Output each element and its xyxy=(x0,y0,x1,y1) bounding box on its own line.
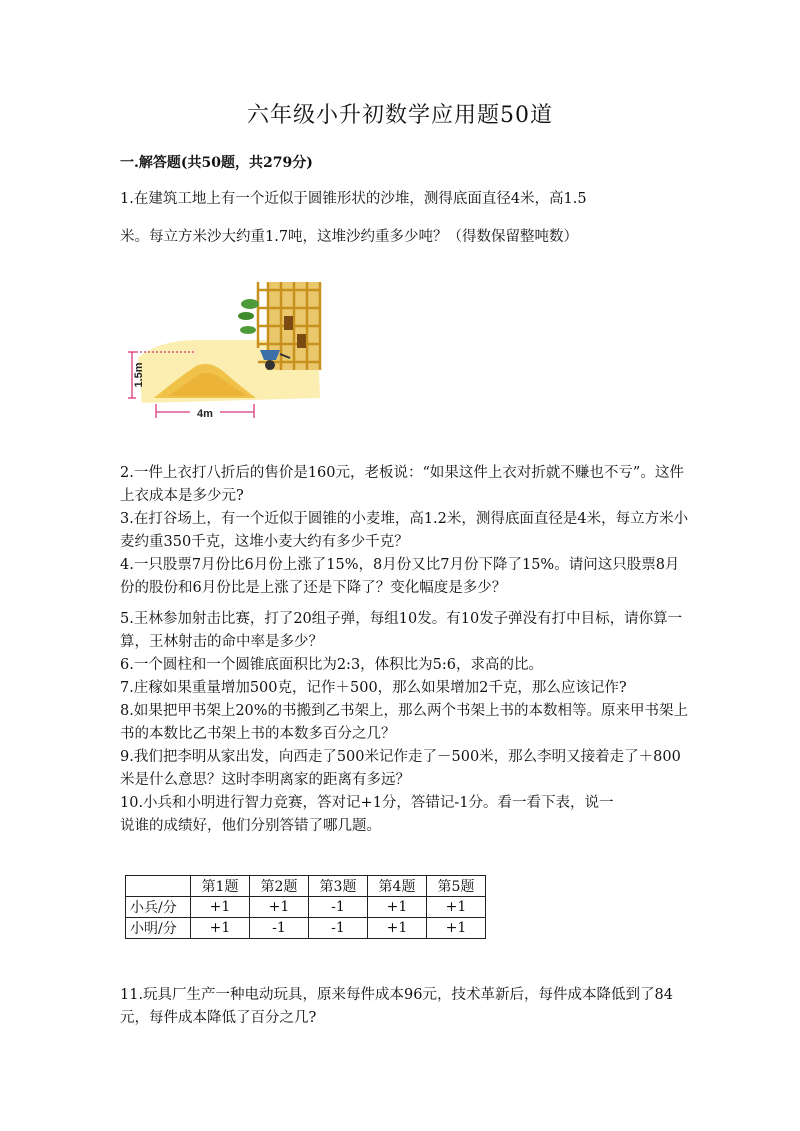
table-row xyxy=(126,918,486,939)
question-10-line-2: 说谁的成绩好，他们分别答错了哪几题。 xyxy=(120,818,381,834)
plant-icon xyxy=(241,299,259,309)
table-cell: +1 xyxy=(191,918,250,939)
scaffold-window xyxy=(284,316,293,330)
question-9: 9.我们把李明从家出发，向西走了500米记作走了－500米，那么李明又接着走了＋800米是什么意思？这时李明离家的距离有多远？ xyxy=(120,749,681,788)
question-group-a xyxy=(120,462,690,600)
table-header-cell: 第5题 xyxy=(427,876,486,897)
width-label: 4m xyxy=(197,408,213,420)
question-2: 2.一件上衣打八折后的售价是160元，老板说：“如果这件上衣对折就不赚也不亏”。这件上衣成本是多少元? xyxy=(120,465,684,504)
question-4: 4.一只股票7月份比6月份上涨了15%，8月份又比7月份下降了15%。请问这只股票8月份的股份和6月份比是上涨了还是下降了？变化幅度是多少？ xyxy=(120,557,680,596)
table-row xyxy=(126,897,486,918)
height-label: 1.5m xyxy=(133,362,145,388)
table-row-label: 小明/分 xyxy=(126,918,191,939)
table-header-cell: 第2题 xyxy=(250,876,309,897)
table-cell: +1 xyxy=(427,897,486,918)
page-title: 六年级小升初数学应用题50道 xyxy=(247,103,553,128)
table-header-cell: 第3题 xyxy=(309,876,368,897)
sand-pile-illustration xyxy=(128,278,328,428)
question-1-line-1: 1.在建筑工地上有一个近似于圆锥形状的沙堆，测得底面直径4米，高1.5 xyxy=(120,191,587,207)
score-table xyxy=(125,875,486,939)
table-row-label: 小兵/分 xyxy=(126,897,191,918)
table-header-row xyxy=(126,876,486,897)
table-cell: +1 xyxy=(191,897,250,918)
question-7: 7.庄稼如果重量增加500克，记作＋500，那么如果增加2千克，那么应该记作? xyxy=(120,680,627,696)
question-5: 5.王林参加射击比赛，打了20组子弹，每组10发。有10发子弹没有打中目标，请你算一算，王林射击的命中率是多少？ xyxy=(120,611,683,650)
table-header-cell: 第1题 xyxy=(191,876,250,897)
scaffold-window xyxy=(297,334,306,348)
question-3: 3.在打谷场上，有一个近似于圆锥的小麦堆，高1.2米，测得底面直径是4米，每立方米小麦约重350千克，这堆小麦大约有多少千克？ xyxy=(120,511,689,550)
question-8: 8.如果把甲书架上20%的书搬到乙书架上，那么两个书架上书的本数相等。原来甲书架上书的本数比乙书架上书的本数多百分之几？ xyxy=(120,703,689,742)
question-11: 11.玩具厂生产一种电动玩具，原来每件成本96元，技术革新后，每件成本降低到了84元，每件成本降低了百分之几? xyxy=(120,987,673,1026)
question-group-b xyxy=(120,608,690,815)
table-cell: +1 xyxy=(250,897,309,918)
table-cell: -1 xyxy=(309,897,368,918)
table-header-cell xyxy=(126,876,191,897)
table-cell: -1 xyxy=(309,918,368,939)
question-1-line-2: 米。每立方米沙大约重1.7吨，这堆沙约重多少吨？（得数保留整吨数） xyxy=(120,229,579,245)
question-10-line-1: 10.小兵和小明进行智力竞赛，答对记+1分，答错记-1分。看一看下表，说一 xyxy=(120,795,614,811)
section-heading: 一.解答题(共50题，共279分) xyxy=(120,155,313,171)
table-cell: +1 xyxy=(368,897,427,918)
table-cell: +1 xyxy=(368,918,427,939)
plant-icon xyxy=(238,312,254,320)
table-cell: +1 xyxy=(427,918,486,939)
question-6: 6.一个圆柱和一个圆锥底面积比为2:3，体积比为5:6，求高的比。 xyxy=(120,657,544,673)
table-cell: -1 xyxy=(250,918,309,939)
plant-icon xyxy=(240,326,256,334)
table-header-cell: 第4题 xyxy=(368,876,427,897)
